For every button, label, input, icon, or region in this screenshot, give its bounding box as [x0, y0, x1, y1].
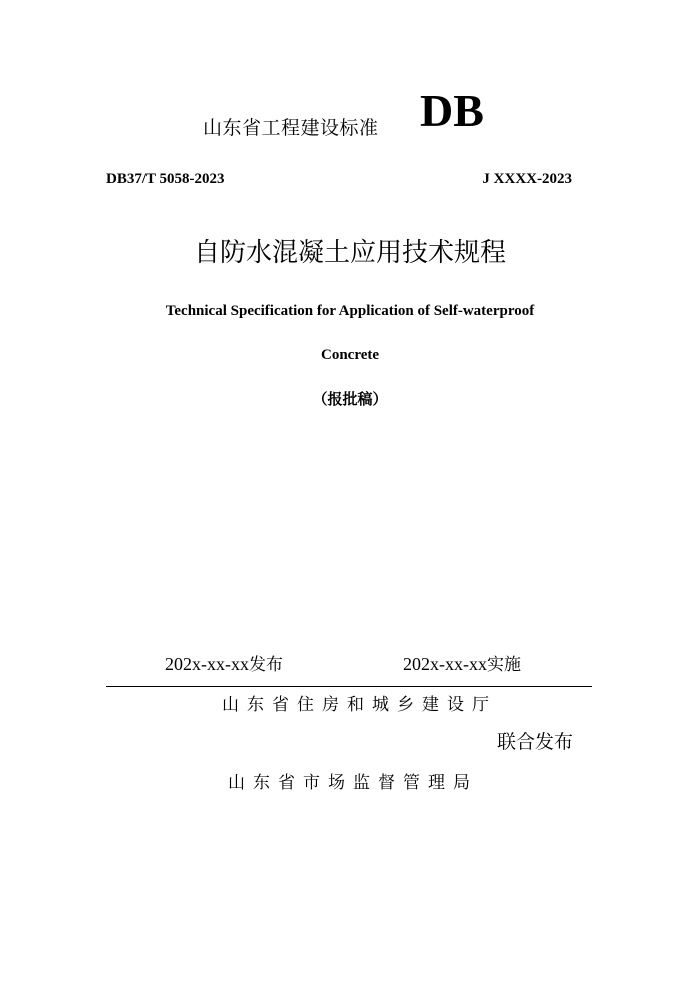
- draft-status: （报批稿）: [312, 390, 388, 408]
- publish-date: [165, 650, 283, 675]
- document-title-chinese: 自防水混凝土应用技术规程: [193, 238, 506, 268]
- db-logo: DB: [420, 85, 484, 136]
- publish-date-label: 发布: [249, 655, 283, 675]
- joint-publication-label: 联合发布: [497, 731, 574, 753]
- filing-number: J XXXX-2023: [482, 171, 572, 187]
- publish-date-value: 202x-xx-xx: [165, 654, 249, 674]
- implement-date: [403, 650, 521, 675]
- implement-date-label: 实施: [487, 655, 521, 675]
- horizontal-rule: [106, 686, 592, 687]
- implement-date-value: 202x-xx-xx: [403, 654, 487, 674]
- document-title-english-line1: Technical Specification for Application of Self-waterproof: [165, 303, 535, 319]
- document-title-english-line2: Concrete: [320, 347, 380, 363]
- issuer-market-regulation: 山东省市场监督管理局: [228, 773, 478, 793]
- standard-number: DB37/T 5058-2023: [106, 171, 225, 187]
- issuer-housing-department: 山东省住房和城乡建设厅: [222, 695, 497, 715]
- standard-category-label: 山东省工程建设标准: [203, 117, 379, 139]
